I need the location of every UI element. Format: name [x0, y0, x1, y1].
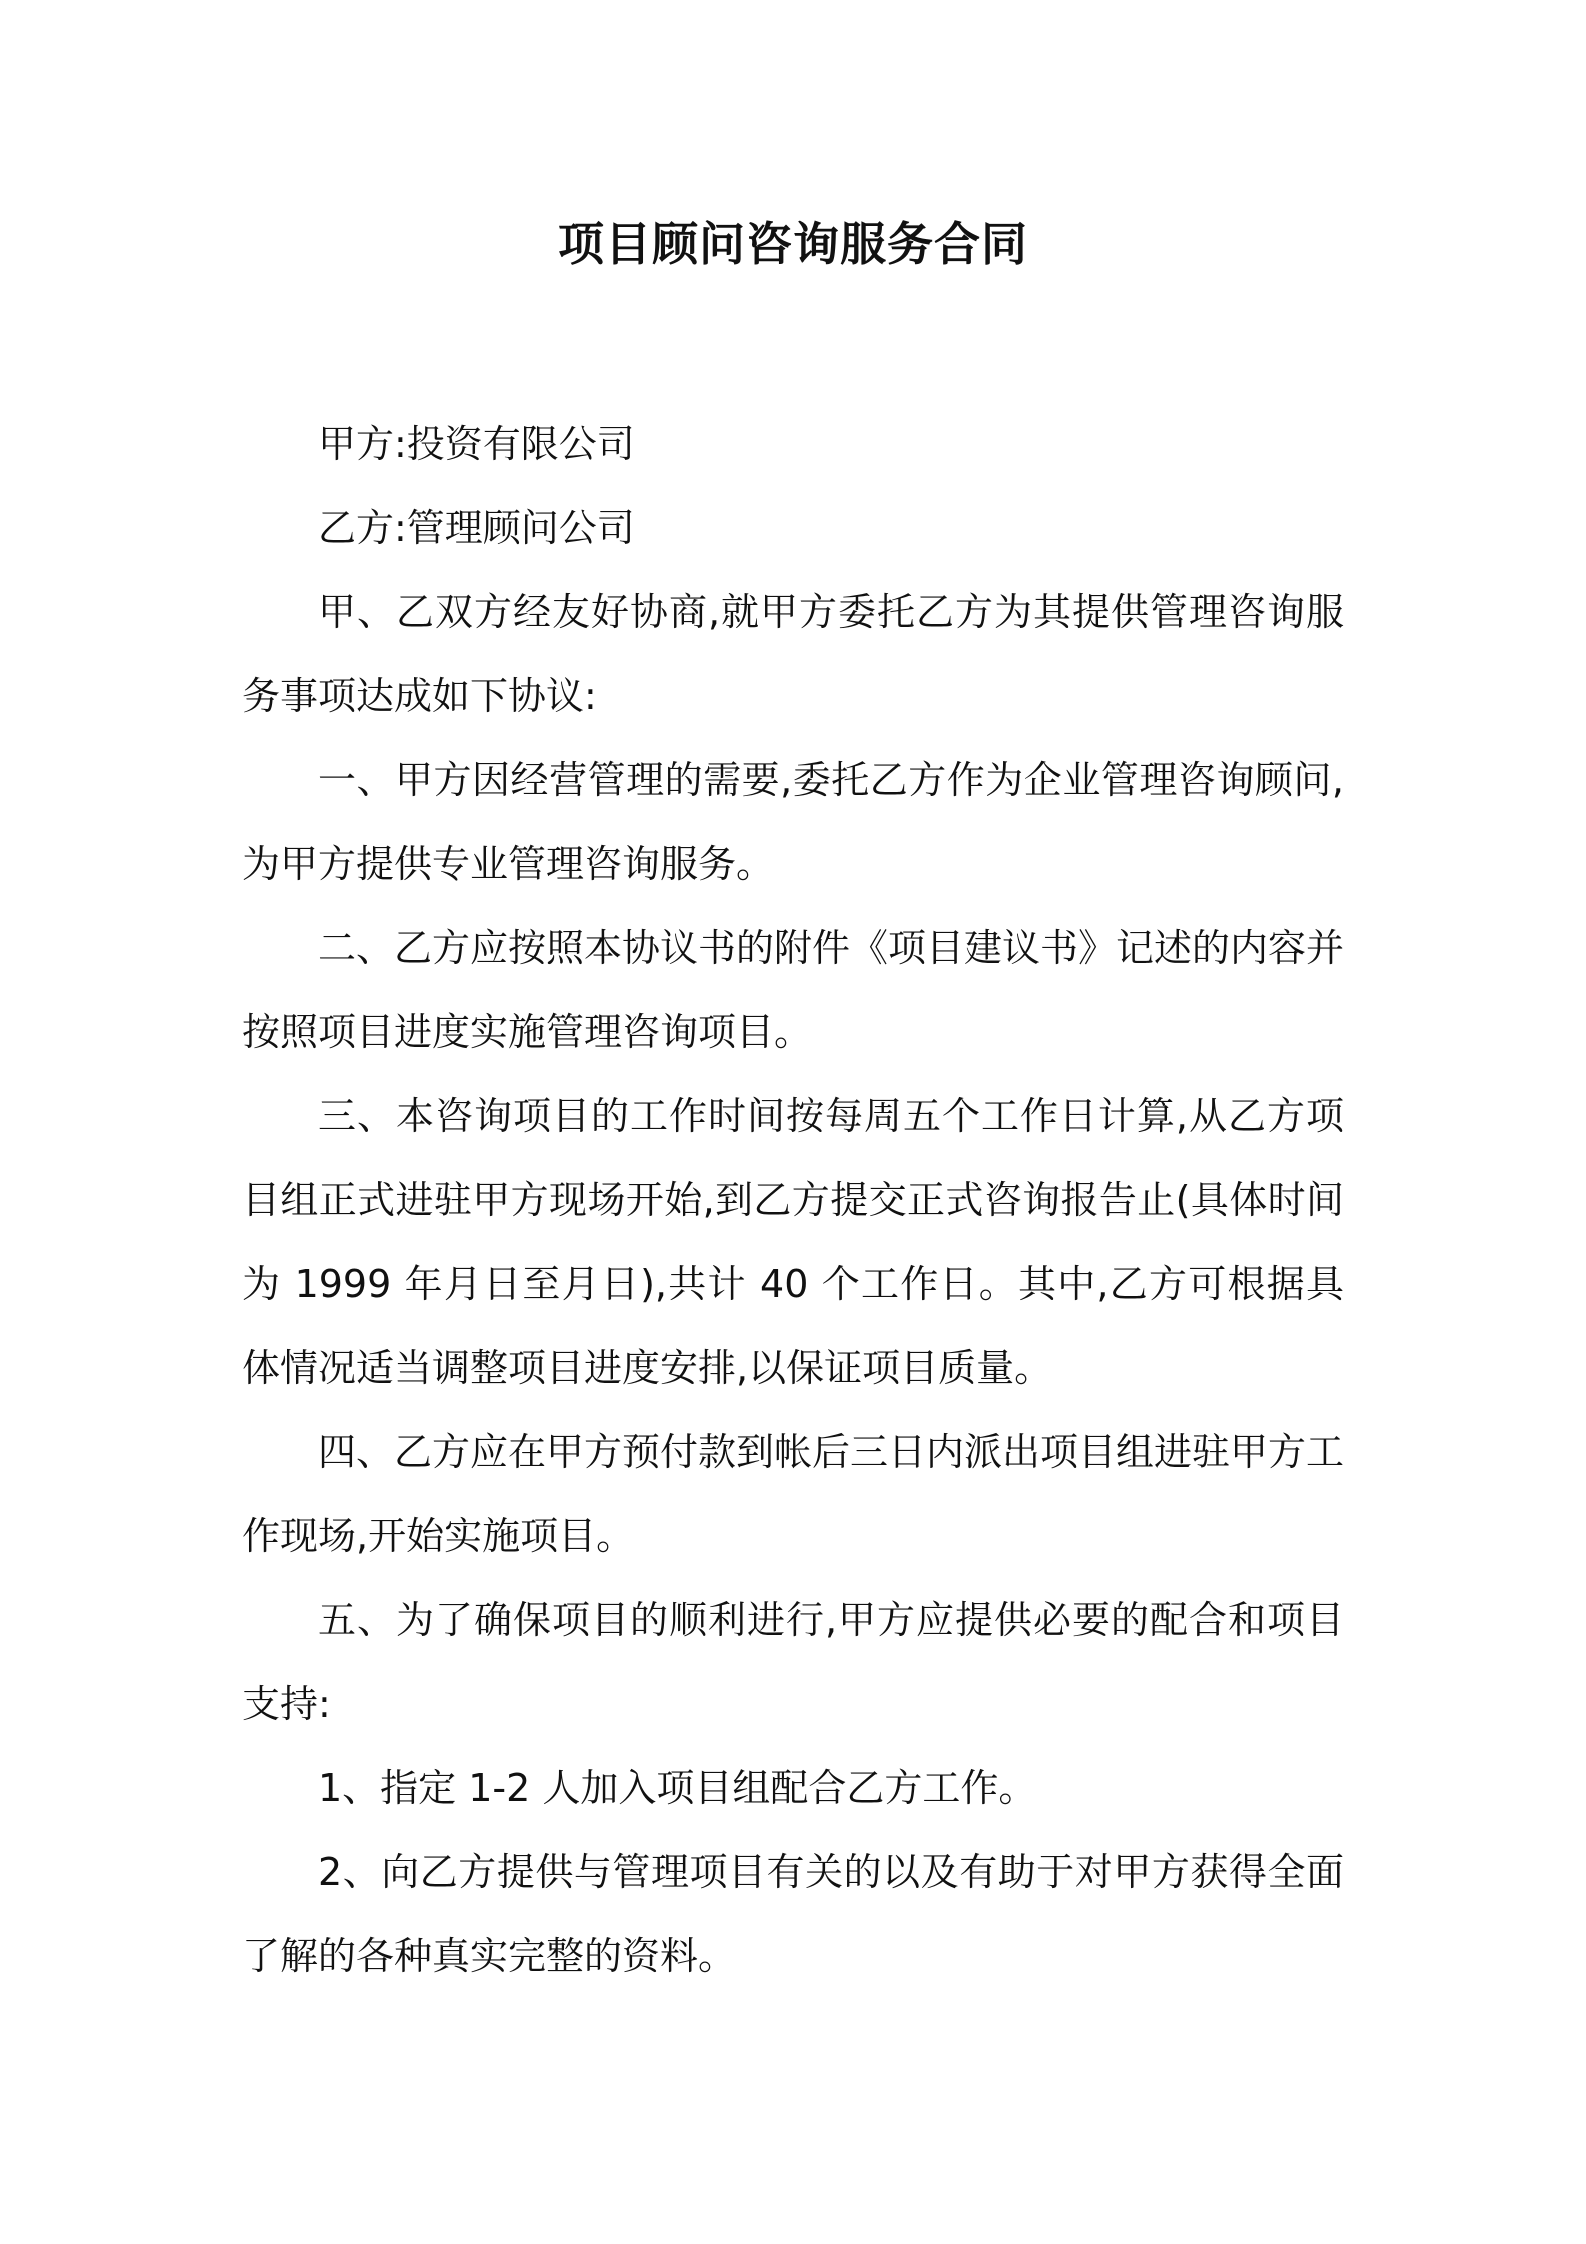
clause-5-item-2: 2、向乙方提供与管理项目有关的以及有助于对甲方获得全面了解的各种真实完整的资料。 [242, 1850, 1344, 1978]
clause-1: 一、甲方因经营管理的需要,委托乙方作为企业管理咨询顾问,为甲方提供专业管理咨询服务。 [242, 758, 1344, 886]
clause-2: 二、乙方应按照本协议书的附件《项目建议书》记述的内容并按照项目进度实施管理咨询项目。 [242, 926, 1345, 1054]
clause-5-item-1: 1、指定 1-2 人加入项目组配合乙方工作。 [318, 1766, 1037, 1810]
preamble-paragraph: 甲、乙双方经友好协商,就甲方委托乙方为其提供管理咨询服务事项达成如下协议: [242, 590, 1344, 718]
clause-3: 三、本咨询项目的工作时间按每周五个工作日计算,从乙方项目组正式进驻甲方现场开始,到乙方提交正式咨询报告止(具体时间为 1999 年月日至月日),共计 40 个工作日。其中,乙方可根据具体情况适当调整项目进度安排,以保证项目质量。 [242, 1094, 1344, 1390]
clause-4: 四、乙方应在甲方预付款到帐后三日内派出项目组进驻甲方工作现场,开始实施项目。 [242, 1430, 1345, 1558]
clause-5: 五、为了确保项目的顺利进行,甲方应提供必要的配合和项目支持: [242, 1598, 1344, 1726]
party-a-line: 甲方:投资有限公司 [318, 422, 635, 466]
document-body [242, 402, 1344, 1998]
party-b-line: 乙方:管理顾问公司 [318, 506, 635, 550]
document-title: 项目顾问咨询服务合同 [558, 217, 1028, 271]
